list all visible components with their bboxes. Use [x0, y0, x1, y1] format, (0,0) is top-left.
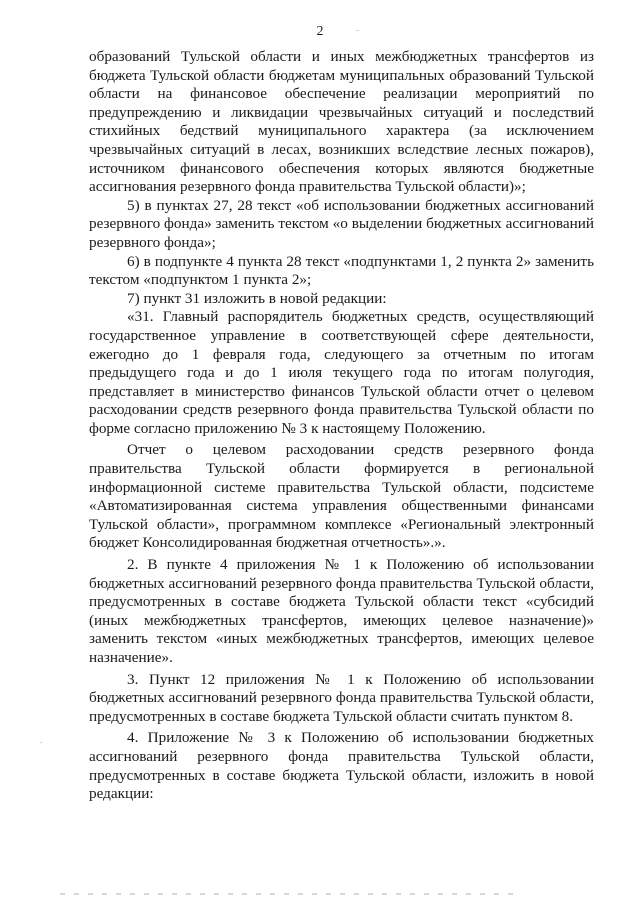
scan-artifact-line: [60, 893, 520, 895]
paragraph-item-5: 5) в пунктах 27, 28 текст «об использовании бюджетных ассигнований резервного фонда» заменить текстом «о выделении бюджетных ассигнований резервного фонда»;: [89, 196, 594, 251]
paragraph-continuation: образований Тульской области и иных межбюджетных трансфертов из бюджета Тульской области бюджетам муниципальных образований Тульской области на финансовое обеспечение реализации мероприятий по предупреждению и ликвидации чрезвычайных ситуаций и последствий стихийных бедствий муниципального характера (за исключением чрезвычайных ситуаций в лесах, возникших вследствие лесных пожаров), источником финансового обеспечения которых являются бюджетные ассигнования резервного фонда правительства Тульской области)»;: [89, 48, 594, 196]
paragraph-report-system: Отчет о целевом расходовании средств резервного фонда правительства Тульской области формируется в региональной информационной системе правительства Тульской области, подсистеме «Автоматизированная система управления общественными финансами Тульской области», программном комплексе «Региональный электронный бюджет Консолидированная бюджетная отчетность».».: [89, 441, 594, 552]
paragraph-point-3: 3. Пункт 12 приложения № 1 к Положению об использовании бюджетных ассигнований резервного фонда правительства Тульской области, предусмотренных в составе бюджета Тульской области считать пунктом 8.: [89, 670, 594, 725]
paragraph-point-4: 4. Приложение № 3 к Положению об использовании бюджетных ассигнований резервного фонда правительства Тульской области, предусмотренных в составе бюджета Тульской области, изложить в новой редакции:: [89, 729, 594, 803]
page-number: 2: [316, 24, 324, 39]
scan-speck: [356, 30, 359, 31]
paragraph-clause-31: «31. Главный распорядитель бюджетных средств, осуществляющий государственное управление в соответствующей сфере деятельности, ежегодно до 1 февраля года, следующего за отчетным по итогам предыдущего года и до 1 июля текущего года по итогам полугодия, представляет в министерство финансов Тульской области отчет о целевом расходовании средств резервного фонда правительства Тульской области по форме согласно приложению № 3 к настоящему Положению.: [89, 308, 594, 437]
document-body: [89, 48, 594, 804]
paragraph-item-6: 6) в подпункте 4 пункта 28 текст «подпунктами 1, 2 пункта 2» заменить текстом «подпунктом 1 пункта 2»;: [89, 252, 594, 289]
paragraph-item-7: 7) пункт 31 изложить в новой редакции:: [127, 289, 387, 307]
paragraph-point-2: 2. В пункте 4 приложения № 1 к Положению об использовании бюджетных ассигнований резервного фонда правительства Тульской области, предусмотренных в составе бюджета Тульской области текст «субсидий (иных межбюджетных трансфертов, имеющих целевое назначение)» заменить текстом «иных межбюджетных трансфертов, имеющих целевое назначение».: [89, 556, 594, 666]
scan-speck: [40, 742, 42, 743]
